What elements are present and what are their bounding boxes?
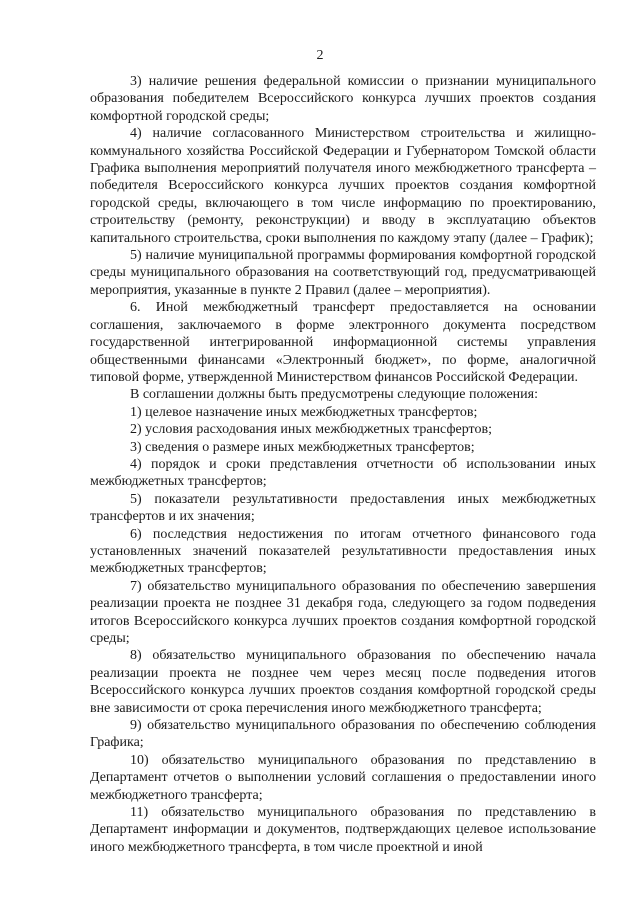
paragraph: 5) наличие муниципальной программы формирования комфортной городской среды муниципального образования на соответствующий год, предусматривающей мероприятия, указанные в пункте 2 Правил (далее – мероприятия). xyxy=(90,248,596,298)
list-item: 1) целевое назначение иных межбюджетных трансфертов; xyxy=(130,404,478,420)
paragraph: 6. Иной межбюджетный трансферт предоставляется на основании соглашения, заключаемого в форме электронного документа посредством государственной интегрированной информационной системы управления общественными финансами «Электронный бюджет», по форме, аналогичной типовой форме, утвержденной Министерством финансов Российской Федерации. xyxy=(90,300,596,385)
paragraph: 3) наличие решения федеральной комиссии о признании муниципального образования победителем Всероссийского конкурса лучших проектов создания комфортной городской среды; xyxy=(90,74,596,124)
paragraph: 4) наличие согласованного Министерством строительства и жилищно-коммунального хозяйства Российской Федерации и Губернатором Томской области Графика выполнения мероприятий получателя иного межбюджетного трансферта – победителя Всероссийского конкурса лучших проектов создания комфортной городской среды, включающего в том числе информацию по проектированию, строительству (ремонту, реконструкции) и вводу в эксплуатацию объектов капитального строительства, сроки выполнения по каждому этапу (далее – График); xyxy=(90,126,596,246)
paragraph: В соглашении должны быть предусмотрены следующие положения: xyxy=(130,387,538,403)
list-item: 5) показатели результативности предоставления иных межбюджетных трансфертов и их значения; xyxy=(90,491,596,525)
list-item: 7) обязательство муниципального образования по обеспечению завершения реализации проекта не позднее 31 декабря года, следующего за годом подведения итогов Всероссийского конкурса лучших проектов создания комфортной городской среды; xyxy=(90,578,596,646)
list-item: 8) обязательство муниципального образования по обеспечению начала реализации проекта не позднее чем через месяц после подведения итогов Всероссийского конкурса лучших проектов создания комфортной городской среды вне зависимости от срока перечисления иного межбюджетного трансферта; xyxy=(90,648,596,716)
list-item: 6) последствия недостижения по итогам отчетного финансового года установленных значений показателей результативности предоставления иных межбюджетных трансфертов; xyxy=(90,526,596,577)
list-item: 11) обязательство муниципального образования по представлению в Департамент информации и документов, подтверждающих целевое использование иного межбюджетного трансферта, в том числе проектной и иной xyxy=(90,805,596,855)
list-item: 9) обязательство муниципального образования по обеспечению соблюдения Графика; xyxy=(90,718,596,751)
page-number: 2 xyxy=(316,48,324,63)
document-body xyxy=(90,73,596,856)
list-item: 4) порядок и сроки представления отчетности об использовании иных межбюджетных трансфертов; xyxy=(90,456,596,490)
list-item: 10) обязательство муниципального образования по представлению в Департамент отчетов о выполнении условий соглашения о предоставлении иного межбюджетного трансферта; xyxy=(90,752,596,803)
list-item: 3) сведения о размере иных межбюджетных трансфертов; xyxy=(130,439,475,455)
list-item: 2) условия расходования иных межбюджетных трансфертов; xyxy=(130,422,492,438)
